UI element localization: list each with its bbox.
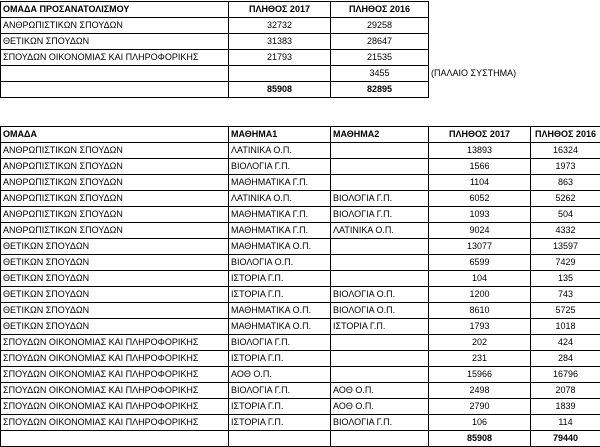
- detail-course2-cell: [331, 175, 429, 191]
- summary-header-2017: ΠΛΗΘΟΣ 2017: [229, 2, 331, 18]
- detail-2017-cell: 13893: [429, 143, 531, 159]
- detail-course2-cell: ΒΙΟΛΟΓΙΑ Ο.Π.: [331, 287, 429, 303]
- detail-course1-cell: ΙΣΤΟΡΙΑ Γ.Π.: [229, 351, 331, 367]
- detail-course1-cell: ΙΣΤΟΡΙΑ Γ.Π.: [229, 415, 331, 431]
- detail-body: [1, 143, 600, 431]
- detail-2016-cell: 284: [531, 351, 600, 367]
- detail-2017-cell: 9024: [429, 223, 531, 239]
- detail-2016-cell: 5725: [531, 303, 600, 319]
- table-row: [1, 335, 600, 351]
- summary-row: [1, 66, 581, 82]
- detail-course1-cell: ΜΑΘΗΜΑΤΙΚΑ Γ.Π.: [229, 207, 331, 223]
- detail-group-cell: ΘΕΤΙΚΩΝ ΣΠΟΥΔΩΝ: [1, 303, 229, 319]
- detail-course2-cell: ΙΣΤΟΡΙΑ Γ.Π.: [331, 319, 429, 335]
- summary-group-cell: ΑΝΘΡΩΠΙΣΤΙΚΩΝ ΣΠΟΥΔΩΝ: [1, 18, 229, 34]
- detail-2016-cell: 863: [531, 175, 600, 191]
- detail-2016-cell: 114: [531, 415, 600, 431]
- detail-course1-cell: ΜΑΘΗΜΑΤΙΚΑ Ο.Π.: [229, 303, 331, 319]
- table-row: [1, 191, 600, 207]
- detail-header-group: ΟΜΑΔΑ: [1, 127, 229, 143]
- detail-2016-cell: 2078: [531, 383, 600, 399]
- detail-header-2016: ΠΛΗΘΟΣ 2016: [531, 127, 600, 143]
- detail-group-cell: ΘΕΤΙΚΩΝ ΣΠΟΥΔΩΝ: [1, 287, 229, 303]
- detail-2016-cell: 7429: [531, 255, 600, 271]
- detail-2017-cell: 231: [429, 351, 531, 367]
- detail-2017-cell: 1093: [429, 207, 531, 223]
- detail-2017-cell: 15966: [429, 367, 531, 383]
- detail-course2-cell: ΑΟΘ Ο.Π.: [331, 399, 429, 415]
- detail-course1-cell: ΙΣΤΟΡΙΑ Γ.Π.: [229, 287, 331, 303]
- detail-2017-cell: 104: [429, 271, 531, 287]
- detail-course1-cell: ΒΙΟΛΟΓΙΑ Ο.Π.: [229, 255, 331, 271]
- summary-row: [1, 50, 581, 66]
- detail-group-cell: ΑΝΘΡΩΠΙΣΤΙΚΩΝ ΣΠΟΥΔΩΝ: [1, 175, 229, 191]
- summary-2017-cell: 21793: [229, 50, 331, 66]
- summary-2017-cell: 31383: [229, 34, 331, 50]
- detail-2017-cell: 2498: [429, 383, 531, 399]
- summary-2017-cell: [229, 66, 331, 82]
- summary-group-cell: ΣΠΟΥΔΩΝ ΟΙΚΟΝΟΜΙΑΣ ΚΑΙ ΠΛΗΡΟΦΟΡΙΚΗΣ: [1, 50, 229, 66]
- detail-total-row: [1, 431, 600, 447]
- table-row: [1, 271, 600, 287]
- table-row: [1, 319, 600, 335]
- detail-group-cell: ΑΝΘΡΩΠΙΣΤΙΚΩΝ ΣΠΟΥΔΩΝ: [1, 207, 229, 223]
- detail-group-cell: ΣΠΟΥΔΩΝ ΟΙΚΟΝΟΜΙΑΣ ΚΑΙ ΠΛΗΡΟΦΟΡΙΚΗΣ: [1, 383, 229, 399]
- table-row: [1, 383, 600, 399]
- detail-course1-cell: ΜΑΘΗΜΑΤΙΚΑ Γ.Π.: [229, 223, 331, 239]
- summary-total-row: [1, 82, 581, 98]
- detail-group-cell: ΘΕΤΙΚΩΝ ΣΠΟΥΔΩΝ: [1, 271, 229, 287]
- detail-course1-cell: ΛΑΤΙΝΙΚΑ Ο.Π.: [229, 191, 331, 207]
- detail-group-cell: ΑΝΘΡΩΠΙΣΤΙΚΩΝ ΣΠΟΥΔΩΝ: [1, 191, 229, 207]
- summary-total-2016: 82895: [331, 82, 429, 98]
- table-row: [1, 287, 600, 303]
- table-row: [1, 399, 600, 415]
- detail-group-cell: ΘΕΤΙΚΩΝ ΣΠΟΥΔΩΝ: [1, 255, 229, 271]
- detail-total-2016: 79440: [531, 431, 600, 447]
- detail-2017-cell: 2790: [429, 399, 531, 415]
- detail-group-cell: ΣΠΟΥΔΩΝ ΟΙΚΟΝΟΜΙΑΣ ΚΑΙ ΠΛΗΡΟΦΟΡΙΚΗΣ: [1, 351, 229, 367]
- detail-group-cell: ΘΕΤΙΚΩΝ ΣΠΟΥΔΩΝ: [1, 319, 229, 335]
- detail-2017-cell: 13077: [429, 239, 531, 255]
- detail-2016-cell: 1018: [531, 319, 600, 335]
- detail-2017-cell: 1104: [429, 175, 531, 191]
- table-row: [1, 351, 600, 367]
- detail-header-row: [1, 127, 600, 143]
- detail-course2-cell: [331, 335, 429, 351]
- detail-group-cell: ΣΠΟΥΔΩΝ ΟΙΚΟΝΟΜΙΑΣ ΚΑΙ ΠΛΗΡΟΦΟΡΙΚΗΣ: [1, 335, 229, 351]
- detail-header-course2: ΜΑΘΗΜΑ2: [331, 127, 429, 143]
- summary-group-cell: [1, 66, 229, 82]
- summary-group-cell: ΘΕΤΙΚΩΝ ΣΠΟΥΔΩΝ: [1, 34, 229, 50]
- detail-2016-cell: 135: [531, 271, 600, 287]
- detail-course2-cell: [331, 143, 429, 159]
- summary-table: [0, 1, 581, 98]
- detail-2016-cell: 13597: [531, 239, 600, 255]
- detail-course1-cell: ΒΙΟΛΟΓΙΑ Γ.Π.: [229, 335, 331, 351]
- table-row: [1, 159, 600, 175]
- summary-2017-cell: 32732: [229, 18, 331, 34]
- summary-2016-cell: 28647: [331, 34, 429, 50]
- table-row: [1, 223, 600, 239]
- detail-group-cell: ΣΠΟΥΔΩΝ ΟΙΚΟΝΟΜΙΑΣ ΚΑΙ ΠΛΗΡΟΦΟΡΙΚΗΣ: [1, 415, 229, 431]
- detail-total-2017: 85908: [429, 431, 531, 447]
- detail-course2-cell: ΒΙΟΛΟΓΙΑ Ο.Π.: [331, 303, 429, 319]
- detail-course1-cell: ΒΙΟΛΟΓΙΑ Γ.Π.: [229, 159, 331, 175]
- detail-2017-cell: 202: [429, 335, 531, 351]
- table-row: [1, 175, 600, 191]
- detail-course1-cell: ΜΑΘΗΜΑΤΙΚΑ Ο.Π.: [229, 319, 331, 335]
- detail-2017-cell: 6052: [429, 191, 531, 207]
- detail-2016-cell: 16796: [531, 367, 600, 383]
- detail-course2-cell: [331, 367, 429, 383]
- detail-2016-cell: 16324: [531, 143, 600, 159]
- detail-group-cell: ΘΕΤΙΚΩΝ ΣΠΟΥΔΩΝ: [1, 239, 229, 255]
- summary-header-row: [1, 2, 581, 18]
- detail-course2-cell: [331, 351, 429, 367]
- detail-2017-cell: 1793: [429, 319, 531, 335]
- detail-2016-cell: 1973: [531, 159, 600, 175]
- table-row: [1, 367, 600, 383]
- detail-table: [0, 126, 600, 447]
- detail-header-2017: ΠΛΗΘΟΣ 2017: [429, 127, 531, 143]
- summary-total-2017: 85908: [229, 82, 331, 98]
- detail-course1-cell: ΙΣΤΟΡΙΑ Γ.Π.: [229, 399, 331, 415]
- detail-course1-cell: ΛΑΤΙΝΙΚΑ Ο.Π.: [229, 143, 331, 159]
- detail-course2-cell: ΛΑΤΙΝΙΚΑ Ο.Π.: [331, 223, 429, 239]
- detail-2016-cell: 504: [531, 207, 600, 223]
- detail-2016-cell: 5262: [531, 191, 600, 207]
- detail-course2-cell: ΒΙΟΛΟΓΙΑ Γ.Π.: [331, 207, 429, 223]
- detail-2016-cell: 4332: [531, 223, 600, 239]
- summary-header-group: ΟΜΑΔΑ ΠΡΟΣΑΝΑΤΟΛΙΣΜΟΥ: [1, 2, 229, 18]
- detail-group-cell: ΑΝΘΡΩΠΙΣΤΙΚΩΝ ΣΠΟΥΔΩΝ: [1, 223, 229, 239]
- table-row: [1, 415, 600, 431]
- detail-course1-cell: ΒΙΟΛΟΓΙΑ Γ.Π.: [229, 383, 331, 399]
- summary-row: [1, 34, 581, 50]
- table-row: [1, 303, 600, 319]
- old-system-note: (ΠΑΛΑΙΟ ΣΥΣΤΗΜΑ): [429, 66, 581, 82]
- detail-course2-cell: [331, 271, 429, 287]
- summary-row: [1, 18, 581, 34]
- table-row: [1, 207, 600, 223]
- detail-2017-cell: 8610: [429, 303, 531, 319]
- detail-group-cell: ΣΠΟΥΔΩΝ ΟΙΚΟΝΟΜΙΑΣ ΚΑΙ ΠΛΗΡΟΦΟΡΙΚΗΣ: [1, 399, 229, 415]
- detail-course2-cell: [331, 239, 429, 255]
- detail-course2-cell: [331, 159, 429, 175]
- detail-course1-cell: ΜΑΘΗΜΑΤΙΚΑ Γ.Π.: [229, 175, 331, 191]
- table-row: [1, 239, 600, 255]
- detail-group-cell: ΑΝΘΡΩΠΙΣΤΙΚΩΝ ΣΠΟΥΔΩΝ: [1, 143, 229, 159]
- detail-course1-cell: ΙΣΤΟΡΙΑ Γ.Π.: [229, 271, 331, 287]
- summary-2016-cell: 3455: [331, 66, 429, 82]
- detail-2017-cell: 6599: [429, 255, 531, 271]
- detail-2017-cell: 1200: [429, 287, 531, 303]
- detail-2016-cell: 424: [531, 335, 600, 351]
- detail-course1-cell: ΜΑΘΗΜΑΤΙΚΑ Ο.Π.: [229, 239, 331, 255]
- summary-header-2016: ΠΛΗΘΟΣ 2016: [331, 2, 429, 18]
- detail-course2-cell: ΑΟΘ Ο.Π.: [331, 383, 429, 399]
- detail-group-cell: ΣΠΟΥΔΩΝ ΟΙΚΟΝΟΜΙΑΣ ΚΑΙ ΠΛΗΡΟΦΟΡΙΚΗΣ: [1, 367, 229, 383]
- detail-group-cell: ΑΝΘΡΩΠΙΣΤΙΚΩΝ ΣΠΟΥΔΩΝ: [1, 159, 229, 175]
- summary-2016-cell: 21535: [331, 50, 429, 66]
- detail-course1-cell: ΑΟΘ Ο.Π.: [229, 367, 331, 383]
- detail-2017-cell: 1566: [429, 159, 531, 175]
- detail-2016-cell: 1839: [531, 399, 600, 415]
- table-row: [1, 143, 600, 159]
- detail-header-course1: ΜΑΘΗΜΑ1: [229, 127, 331, 143]
- detail-2017-cell: 106: [429, 415, 531, 431]
- detail-course2-cell: ΒΙΟΛΟΓΙΑ Γ.Π.: [331, 415, 429, 431]
- detail-course2-cell: [331, 255, 429, 271]
- detail-course2-cell: ΒΙΟΛΟΓΙΑ Γ.Π.: [331, 191, 429, 207]
- detail-2016-cell: 743: [531, 287, 600, 303]
- summary-2016-cell: 29258: [331, 18, 429, 34]
- table-row: [1, 255, 600, 271]
